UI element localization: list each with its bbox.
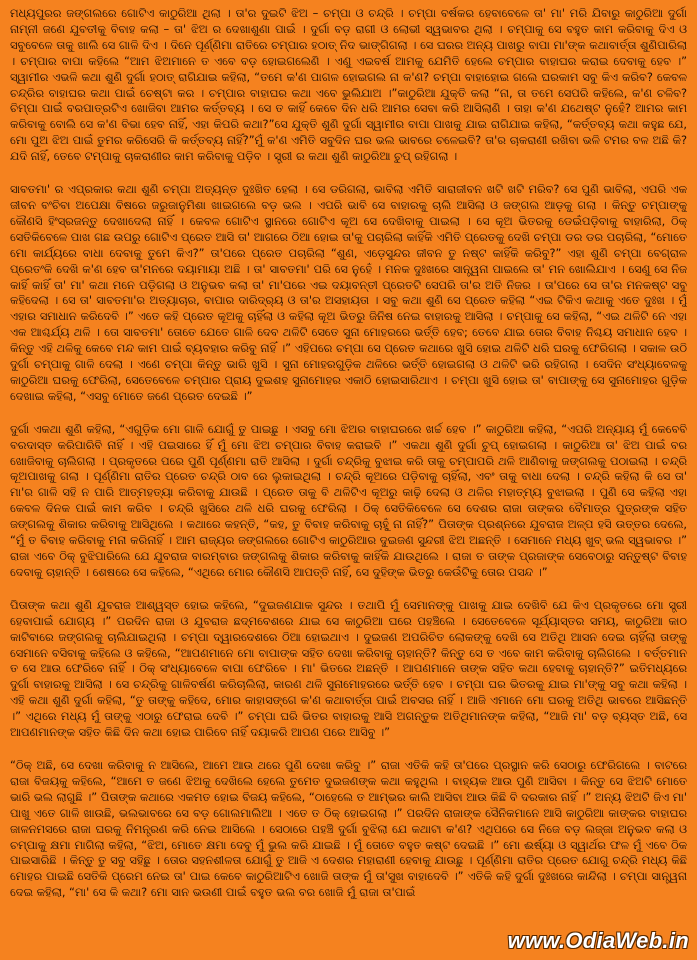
story-paragraph-4: ପିତାଙ୍କ କଥା ଶୁଣି ଯୁବରାଜ ଆଶ୍ୱସ୍ତ ହୋଇ କହିଲେ, “ଦୁଇଜଣଯାକ ସୁନ୍ଦର । ତଥାପି ମୁଁ ସେମାନଙ୍କୁ ପାଖକୁ ଯାଇ ଦେଖିବି ଯେ କିଏ ପ୍ରକୃତରେ ମୋ ସ୍ତ୍ରୀ ହେବାପାଇଁ ଯୋଗ୍ୟ ।” ପରଦିନ ରାଜା ଓ ଯୁବରାଜ ଛଦ୍ମବେଶରେ ଯାଇ ସେ କାଠୁରିଆ ଘରେ ପହଞ୍ଚିଲେ । ସେତେବେଳେ ସୂର୍ଯ୍ୟାସ୍ତର ସମୟ, କାଠୁରିଆ କାଠ କାଟିବାରେ ଜଙ୍ଗଲକୁ ଚାଲିଯାଇଥିଲା । ଚମ୍ପା ଦ୍ୱାରଦେଶରେ ଠିଆ ହୋଇଥାଏ । ଦୁଇଜଣ ଅପରିଚିତ ଲୋକଙ୍କୁ ଦେଖି ସେ ଅତିଥି ଆସନ ଦେଇ ଚାହିଁଲା ତାଙ୍କୁ ସେମାନେ ବସିବାକୁ କହିଲେ ଓ କହିଲେ, “ଆପଣମାନେ ମୋ ବାପାଙ୍କ ସହିତ ଦେଖା କରିବାକୁ ଚାହାନ୍ତି? କିନ୍ତୁ ସେ ତ ଏବେ କାମ କରିବାକୁ ଚାଲିଗଲେ । ବର୍ତ୍ତମାନ ତ ସେ ଆଉ ଫେରିବେ ନାହିଁ । ଠିକ୍ ସଂଧ୍ୟାବେଳେ ବାପା ଫେରିବେ । ମା' ଭିତରେ ଅଛନ୍ତି । ଆପଣମାନେ ତାଙ୍କ ସହିତ କଥା ହେବାକୁ ଚାହାନ୍ତି?” ଇତିମଧ୍ୟରେ ଦୁର୍ଗା ବାହାରକୁ ଆସିଲା । ସେ ଚନ୍ଦ୍ରିକୁ ଗାଳିବର୍ଷଣ କରିଚାଲିଲା, କାରଣ ଥଳି ସୁନାମୋହରରେ ଭର୍ତ୍ତି ହେବ । ଚମ୍ପା ଘର ଭିତରକୁ ଯାଇ ମା'ଙ୍କୁ ସବୁ କଥା କହିଲା । ଏହି କଥା ଶୁଣି ଦୁର୍ଗା କହିଲା, “ତୁ ତାଙ୍କୁ କହିଦେ, ମୋର କାହାସଙ୍ଗେ କ'ଣ କଥାବାର୍ତ୍ତା ପାଇଁ ଅବସର ନାହିଁ । ଆଜି ଏମାନେ ମୋ ଘରକୁ ଅତିଥି ଭାବରେ ଆସିଛନ୍ତି ।” ଏଥିରେ ମଧ୍ୟ ମୁଁ ତାଙ୍କୁ ଏଠାରୁ ଫେରାଇ ଦେବି ।” ଚମ୍ପା ଘରି ଭିତର ବାହାରକୁ ଆସି ଅଗନ୍ତୁକ ଅତିଥିମାନଙ୍କ କହିଲା, “ଆଜି ମା' ବଡ଼ ବ୍ୟସ୍ତ ଅଛି, ସେ ଆପଣମାନଙ୍କ ସହିତ କିଛି ଦିନ କଥା ହୋଇ ପାରିବେ ନାହିଁ ଦୟାକରି ଆପଣ ପରେ ଆସିବୁ ।” <box>10 597 687 740</box>
site-watermark: www.OdiaWeb.in <box>507 928 689 953</box>
story-paragraph-3: ଦୁର୍ଗା ଏକଥା ଶୁଣି କହିଲା, “ଏଗୁଡ଼ିକ ମୋ ଗାଳି ଯୋଗୁଁ ତୁ ପାଇଛୁ । ଏସବୁ ମୋ ଝିଅର ବାହାଘରରେ ଖର୍ଚ୍ଚ ହେବ ।” କାଠୁରିଆ କହିଲା, “ଏପରି ଅନ୍ୟାୟ ମୁଁ କେବେବି ବରଦାସ୍ତ କରିପାରିବି ନାହିଁ । ଏହି ପଇସାରେ ହିଁ ମୁଁ ମୋ ଝିଅ ଚମ୍ପାର ବିବାହ କରାଇବି ।” ଏକଥା ଶୁଣି ଦୁର୍ଗା ଚୁପ୍ ହୋଇଗଲା । କାଠୁରିଆ ତା' ଝିଅ ପାଇଁ ବର ଖୋଜିବାକୁ ଚାଲିଗଲା । ପ୍ରକୃତରେ ପରେ ପୁଣି ପୂର୍ଣ୍ଣମା ରାତି ଆସିଲା । ଦୁର୍ଗା ଚନ୍ଦ୍ରିକୁ ବୁଝାଇ କରି ତାକୁ ଚମ୍ପାପରି ଥଳି ଆଣିବାକୁ ଜଙ୍ଗଲକୁ ପଠାଇଲା । ଚନ୍ଦ୍ରି କୂଅପାଖକୁ ଗଲା । ପୂର୍ଣ୍ଣିମା ରାତିର ପ୍ରେତ ଚନ୍ଦ୍ରି ଠାବ ରେ ଲୁକାଇଥିଲା । ଚନ୍ଦ୍ରି କୂଅରେ ପଡ଼ିବାକୁ ଚାହିଁଲା, ଏବଂ ତାକୁ ବାଧା ଦେଲା । ଚନ୍ଦ୍ରି କହିଲା କି ସେ ତା' ମା'ର ଗାଳି ସହି ନ ପାରି ଆତ୍ମହତ୍ୟା କରିବାକୁ ଯାଉଛି । ପ୍ରେତ ତାକୁ ବି ଥଳିଟିଏ କୂଅରୁ କାଢ଼ି ଦେଲା ଓ ଥଳିର ମହାତ୍ମ୍ୟ ବୁଝାଇଲା । ପୁଣି ସେ କହିଲା ଏହା କେବଳ ଦିନକ ପାଇଁ କାମ କରିବ । ଚନ୍ଦ୍ରି ଖୁସିରେ ଥଳି ଧରି ଘରକୁ ଫେରିଲା । ଠିକ୍ ସେତିକିବେଳେ ସେ ଦେଶର ରାଜା ତାଙ୍କର ବୈମାତ୍ର ପୁତ୍ରଙ୍କ ସହିତ ଜଙ୍ଗଲକୁ ଶିକାର କରିବାକୁ ଆସିଥିଲେ । କଥାରେ କହନ୍ତି, “କହ, ତୁ ବିବାହ କରିବାକୁ ଚାହୁଁ ନା ନାହିଁ?” ପିତାଙ୍କ ପ୍ରଶ୍ନରେ ଯୁବରାଜ ଅଳ୍ପ ହସି ଉତ୍ତର ଦେଲେ, “ମୁଁ ତ ବିବାହ କରିବାକୁ ମନା କରିନାହିଁ । ଆମ ରାଜ୍ୟର ଜଙ୍ଗଲରେ ଗୋଟିଏ କାଠୁରିଆର ଦୁଇଜଣ ସୁନ୍ଦରୀ ଝିଅ ଅଛନ୍ତି । ସେମାନେ ମଧ୍ୟ ଖୁବ୍ ଭଲ ସ୍ୱଭାବର ।” ରାଜା ଏବେ ଠିକ୍ ବୁଝିପାରିଲେ ଯେ ଯୁବରାଜ ବାରମ୍ବାର ଜଙ୍ଗଲକୁ ଶିକାର କରିବାକୁ କାହିଁକି ଯାଉଥିଲେ । ରାଜା ତ ତାଙ୍କ ପ୍ରଜାଙ୍କ ସେବେଠାରୁ ସନ୍ତୁଷ୍ଟ ବିବାହ ଦେବାକୁ ଚାହାନ୍ତି । ଶେଷରେ ସେ କହିଲେ, “ଏଥିରେ ମୋର କୌଣସି ଆପତ୍ତି ନାହିଁ, ସେ ଦୁହିଙ୍କ ଭିତରୁ କେଉଁଟିକୁ ତୋର ପସନ୍ଦ ।” <box>10 421 687 579</box>
story-paragraph-1: ମଧ୍ୟପୁରର ଜଙ୍ଗଲରେ ଗୋଟିଏ କାଠୁରିଆ ଥିଲା । ତା'ର ଦୁଇଟି ଝିଅ – ଚମ୍ପା ଓ ଚନ୍ଦ୍ରି । ଚମ୍ପା ବର୍ଷକର ହେବାବେଳେ ତା' ମା' ମରି ଯିବାରୁ କାଠୁରିଆ ଦୁର୍ଗା ନାମ୍ନୀ ଜଣେ ଯୁବତୀକୁ ବିବାହ କଲା – ତା' ଝିଅ ର ଦେଖାଶୁଣା ପାଇଁ । ଦୁର୍ଗା ବଡ଼ ରାଗୀ ଓ ଲୋଭୀ ସ୍ୱଭାବର ଥିଲା । ଚମ୍ପାକୁ ସେ ବହୁତ କାମ କରିବାକୁ ଦିଏ ଓ ସବୁବେଳେ ତାକୁ ଖାଲି ସେ ଗାଳି ଦିଏ । ଦିନେ ପୂର୍ଣ୍ଣିମା ରାତିରେ ଚମ୍ପାର ହଠାତ୍ ନିଦ ଭାଙ୍ଗିଗଲା । ସେ ଘରର ଅନ୍ୟ ପାଖରୁ ବାପା ମା'ଙ୍କ କଥାବାର୍ତ୍ତା ଶୁଣିପାରିଲା । ଚମ୍ପାର ବାପା କହିଲେ “ଆମ ଝିଅମାନେ ତ ଏବେ ବଡ଼ ହୋଇଗଲେଣି । ଏଣୁ ଏଇବର୍ଷ ଆମକୁ ଯେମିତି ହେଲେ ଚମ୍ପାର ବାହାଘର କରାଇ ଦେବାକୁ ହେବ ।” ସ୍ୱାମୀର ଏଭଳି କଥା ଶୁଣି ଦୁର୍ଗା ହଠାତ୍ ରାଗିଯାଇ କହିଲା, “ତମେ କ'ଣ ପାଗଳ ହୋଇଗଲ ନା କ'ଣ? ଚମ୍ପା ବାହାହୋଇ ଗଲେ ଘରକାମ ସବୁ କିଏ କରିବ? କେବଳ ଚନ୍ଦ୍ରିର ବାହାଘର କଥା ପାଇଁ ଚେଷ୍ଟା କର । ଚମ୍ପାର ବାହାଘର କଥା ଏବେ ଭୁଲିଯାଅ ।”କାଠୁରିଆ ଯୁକ୍ତି କଲା “ନା, ତା ତମେ ସେପରି କହିଲେ, କ'ଣ ଚଳିବ? ଚିମ୍ପା ପାଇଁ ବରପାତ୍ରଟିଏ ଖୋଜିବା ଆମର କର୍ତ୍ତବ୍ୟ । ସେ ତ କାହିଁ କେବେ ଦିନ ଧରି ଆମର ସେବା କରି ଆସିଲାଣି । ତାହା କ'ଣ ଯଥେଷ୍ଟ ନୁହେଁ? ଆମର କାମ କରିବାକୁ ବୋଲି ସେ କ'ଣ ବିଭା ହେବ ନାହିଁ, ଏହା କିପରି କଥା?”ସେ ଯୁକ୍ତି ଶୁଣି ଦୁର୍ଗା ସ୍ୱାମୀର ବାପା ପାଖକୁ ଯାଇ ରାଗିଯାଇ କହିଲା, “କର୍ତ୍ତବ୍ୟ କଥା କହୁଛ ଯେ, ମୋ ପୁଅ ଝିଅ ପାଇଁ ତୁମର କରିସେରି କି କର୍ତ୍ତବ୍ୟ ନାହିଁ?”ମୁଁ କ'ଣ ଏମିତି ସବୁଦିନ ଘର ଭଲ ଭାବରେ ଚଳେଇବି? ତା'ର ଚାକରାଣୀ ରଖିବା ଭଳି ଟମର ବଳ ଅଛି କି? ଯଦି ନାହିଁ, ତେବେ ଟମ୍ପାକୁ ଚାକରାଣୀର କାମ କରିବାକୁ ପଡ଼ିବ । ସ୍ତ୍ରୀ ର କଥା ଶୁଣି କାଠୁରିଆ ଚୁପ୍ ରହିଗଲା । <box>10 6 687 164</box>
story-paragraph-2: ସାବତମା' ର ଏପ୍ରକାର କଥା ଶୁଣି ଚମ୍ପା ଅତ୍ୟନ୍ତ ଦୁଃଖିତ ହେଲା । ସେ ଡରିଗଲା, ଭାବିଲା ଏମିତି ସାରାଜୀବନ ଖଟି ଖଟି ମରିବ? ସେ ପୁଣି ଭାବିଲା, ଏପରି ଏକ ଜୀବନ ବଂଚିବା ଅପେକ୍ଷା ବିଷରେ ଜରୁଜାନୁମିଶା ଖାଇଗଲେ ବଡ଼ ଭଲ । ଏପରି ଭାବି ସେ ବାହାରକୁ ଚାଲି ଆସିଲା ଓ ଜଙ୍ଗଲ ଆଡ଼କୁ ଗଲା । କିନ୍ତୁ ଚମ୍ପାଙ୍କୁ କୌଣସି ହିଂସ୍ରଜନ୍ତୁ ଦେଖାଦେଲା ନାହିଁ । କେବଳ ଗୋଟିଏ ସ୍ଥାନରେ ଗୋଟିଏ କୂଅ ସେ ଦେଖିବାକୁ ପାଇଲା । ସେ କୂଅ ଭିତରକୁ ଡେଇଁପଡ଼ିବାକୁ ବାହାରିଲା, ଠିକ୍ ସେତିକିବେଳେ ପାଖ ଗଛ ଉପରୁ ଗୋଟିଏ ପ୍ରେତ ଆସି ତା' ଆଗରେ ଠିଆ ହୋଇ ତା'କୁ ପଚାରିଲା କାହିଁକି ଏମିତି ପ୍ରେତକୁ ଦେଖି ଚମ୍ପା ଡର ଡର ପଚାରିଲା, “ମୋତେ ମୋ କାର୍ଯ୍ୟରେ ବାଧା ଦେବାକୁ ତୁମେ କିଏ?” ତା'ପରେ ପ୍ରେତ ପଚାରିଲା “ଶୁଣ, ଏଡ଼େସୁନ୍ଦର ଜୀବନ ତୁ ନଷ୍ଟ କାହିଁକି କରିବୁ?” ଏହା ଶୁଣି ଚମ୍ପା ବେଗ୍ରାଳ ପ୍ରେତଂକି ଦେଖି କ'ଣ ହେବ ତା'ମନରେ ଦୟାମାୟା ଅଛି । ତା' ସାବତମା' ପରି ସେ ନୁହେଁ । ମନକ ଦୁଃଖରେ ସାନ୍ତ୍ୱନା ପାଇଲେ ତା' ମନ ଖୋଲିଯାଏ । ସେଣୁ ସେ ନିଜ କାହିଁ କାହିଁ ତା' ମା' କଥା ମନେ ପଡ଼ିଗଲା ଓ ଅନୁଭବ କଲା ତା' ମା'ପରେ ଏଇ ଦୟାବନ୍ତୀ ପ୍ରେତଟି ସେପରି ତା'ର ଅତି ନିଜର । ତା'ପରେ ସେ ତା'ର ମନକଷ୍ଟ ସବୁ କହିଦେଲା । ସେ ତା' ସାବତମା'ର ଅତ୍ୟାଚାର, ବାପାର ଦାରିଦ୍ର୍ୟ ଓ ତା'ର ଅସହାୟତା । ସବୁ କଥା ଶୁଣି ସେ ପ୍ରେତ କହିଲା “ଏଇ ଟିକିଏ କଥାକୁ ଏତେ ଦୁଃଖ । ମୁଁ ଏହାର ସମାଧାନ କରିଦେବି ।” ଏତେ କହି ପ୍ରେତ କୂଅକୁ ଚାହିଁଲା ଓ କହିଲା କୂଅ ଭିତରୁ ଜିନିଷ ନେଇ ବାହାରକୁ ଆସିଲା । ଚମ୍ପାକୁ ସେ କହିଲା, “ଏଇ ଥଳିଟି ନେ ଏହା ଏକ ଆଶ୍ଚର୍ଯ୍ୟ ଥଳି । ତୋ ସାବତମା' ତୋତେ ଯେତେ ଗାଳି ଦେବ ଥଳିଟି ସେତେ ସୁନା ମୋହରରେ ଭର୍ତ୍ତି ହେବ; ତେବେ ଯାଇ ତୋର ବିବାହ ନିଶ୍ଚୟ ସମାଧାନ ହେବ । କିନ୍ତୁ ଏହି ଥଳିକୁ କେବେ ମନ୍ଦ କାମ ପାଇଁ ବ୍ୟବହାର କରିବୁ ନାହିଁ ।” ଏହିପରେ ଚମ୍ପା ସେ ପ୍ରେତ କଥାରେ ଖୁସି ହୋଇ ଥଳିଟି ଧରି ଘରକୁ ଫେରିଗଲା । ସକାଳ ଉଠି ଦୁର୍ଗା ଚମ୍ପାକୁ ଗାଳି ଦେଲା । ଏଣେ ଚମ୍ପା କିନ୍ତୁ ଭାରି ଖୁସି । ସୁନା ମୋହରଗୁଡ଼ିକ ଥଳିରେ ଭର୍ତ୍ତି ହୋଇଗଲା ଓ ଥଳିଟି ଭରି ରହିଗଲା । ସେଦିନ ସଂଧ୍ୟାବେଳକୁ କାଠୁରିଆ ଘରକୁ ଫେରିଲା, ସେତେବେଳେ ଚମ୍ପାର ପ୍ରାୟ ଦୁଇଶହ ସୁନାମୋହର ଏକାଠି ହୋଇସାରିଥାଏ । ଚମ୍ପା ଖୁସି ହୋଇ ତା' ବାପାଙ୍କୁ ସେ ସୁନାମୋହର ଗୁଡ଼ିକ ଦେଖାଇ କହିଲା, “ଏସବୁ ମୋତେ ଜଣେ ପ୍ରେତ ଦେଇଛି ।” <box>10 182 687 403</box>
story-paragraph-5: “ଠିକ୍ ଅଛି, ସେ ଦେଖା କରିବାକୁ ନ ଆସିଲେ, ଆମେ ଆଉ ଥରେ ପୁଣି ଦେଖା କରିବୁ ।” ରାଜା ଏତିକି କହି ତା'ପରେ ପ୍ରସ୍ଥାନ କରି ସେଠାରୁ ଫେରିଗଲେ । ବାଟରେ ରାଜା ବିଜୟକୁ କହିଲେ, “ଆମେ ତ ଜଣେ ଝିଅକୁ ଦେଖିଲେ ହେଲେ ତୁମେତ ଦୁଇଜଣଙ୍କ କଥା କହୁଥିଲ । ବାହ୍ୟକ ଆଉ ପୁଣି ଆସିବା । କିନ୍ତୁ ସେ ଝିଅଟି ମୋତେ ଭାରି ଭଲ ଲାଗୁଛି ।” ପିତାଙ୍କ କଥାରେ ଏକମତ ହୋଇ ବିଜୟ କହିଲେ, “ଠାହେଲେ ତ ଆମ୍ଭର କାଲି ଆସିବା ଆଉ କିଛି ବି ଦରକାର ନାହିଁ ।” ଅନ୍ୟ ଝିଅଟି ଜିଏ ମା' ପାଖୁ ଏତେ ଗାଳି ଖାଉଛି, ଭଲଭାବରେ ସେ ବଡ଼ ଗୋଲମାଲିଆ । ଏତେ ତ ଠିକ୍ ହୋଇଗଲା ।” ପରଦିନ ରାଜାଙ୍କ ସୈନିକମାନେ ଆସି କାଠୁରିଆ କାଙ୍କର ବାହାଘର ଜାଳନମସରେ ରାଜା ଘରକୁ ନିମନ୍ତ୍ରଣ କରି ନେଇ ଆସିଲେ । ସେଠାରେ ପହଞ୍ଚି ଦୁର୍ଗା ବୁଝିଲା ଯେ କଥାଟା କ'ଣ? ଏଥିପରେ ସେ ନିଜେ ବଡ଼ ଲଜ୍ଜା ଅନୁଭବ କଲା ଓ ଚମ୍ପାକୁ କ୍ଷମା ମାଗିଲା କହିଲା, “ଝିଅ, ମୋତେ କ୍ଷମା ଦେବୁ ମୁଁ ଭୁଲ କରି ଯାଇଛି । ମୁଁ ତୋତେ ବହୁତ କଷ୍ଟ ଦେଇଛି ।” ମୋ ଈର୍ଷ୍ୟା ଓ ସ୍ୱାର୍ଥର ଫଳ ମୁଁ ଏବେ ଠିକ ପାଇସାରିଛି । କିନ୍ତୁ ତୁ ସବୁ ସହିଛୁ । ତୋର ସହନଶୀଳତା ଯୋଗୁଁ ତୁ ଆଜି ଏ ଦେଶର ମହାରାଣୀ ହେବାକୁ ଯାଉଛୁ । ପୂର୍ଣ୍ଣିମା ରାତିର ପ୍ରେତ ଯୋଗୁ ଚନ୍ଦ୍ରି ମଧ୍ୟ କିଛି ମୋହର ପାଇଛି ସେତିକି ପ୍ରେମ ନେଇ ତା' ପାଇ କେବେ କାଠୁରିଆଟିଏ ଖୋଜି ତାଙ୍କ ମୁଁ ତା'ସୁଖ ବାହାଦେବି ।” ଏତିକି କହି ଦୁର୍ଗା ଦୁଃଖରେ କାନ୍ଦିଲା । ଚମ୍ପା ସାନ୍ତ୍ୱନା ଦେଇ କହିଲା, “ମା' ସେ କି କଥା? ମୋ ସାନ ଭଉଣୀ ପାଇଁ ବହୁତ ଭଲ ବର ଖୋଜି ମୁଁ ରାଜା ତା'ପାଇଁ <box>10 757 687 900</box>
story-page <box>10 6 687 954</box>
